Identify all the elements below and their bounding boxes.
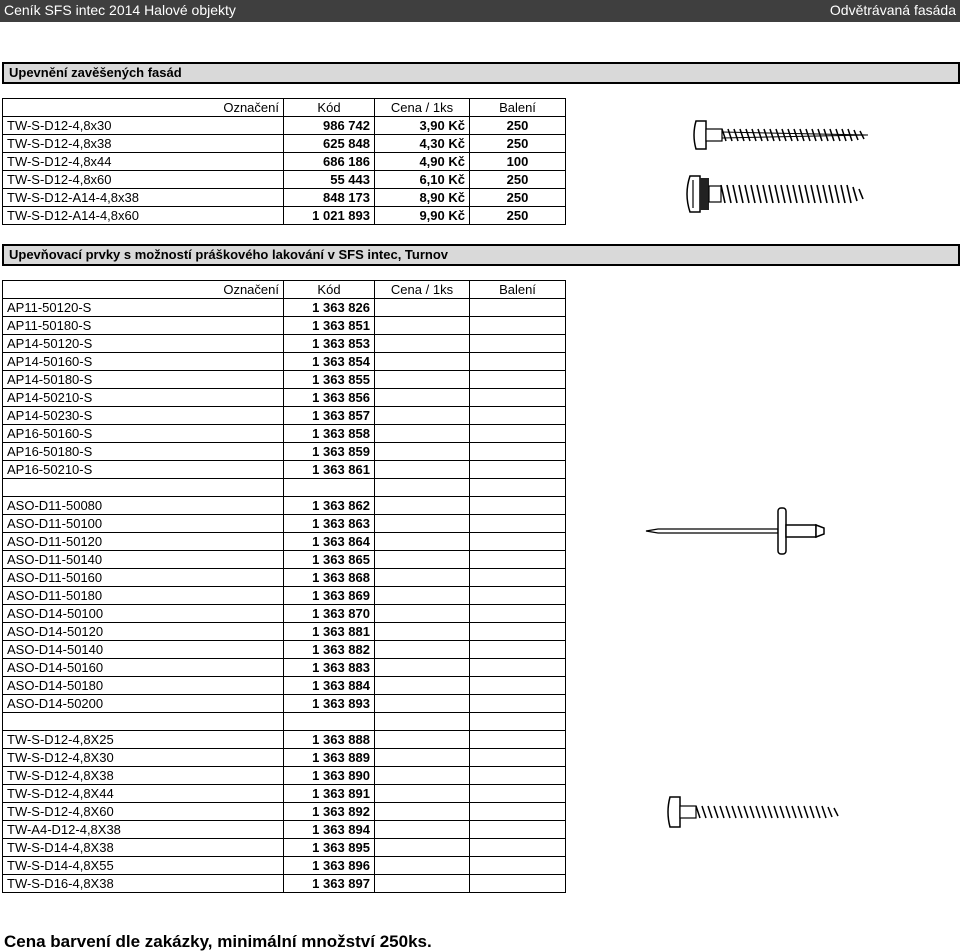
package-qty: 250	[470, 207, 566, 225]
unit-price	[375, 857, 470, 875]
package-qty: 250	[470, 135, 566, 153]
product-code: 1 363 854	[284, 353, 375, 371]
table-row	[3, 299, 566, 317]
table-row	[3, 641, 566, 659]
package-qty	[470, 839, 566, 857]
package-qty	[470, 317, 566, 335]
product-code: 1 363 883	[284, 659, 375, 677]
table-row	[3, 839, 566, 857]
section2-title-bar	[2, 244, 960, 266]
column-header: Cena / 1ks	[375, 281, 470, 299]
table-row	[3, 605, 566, 623]
product-name: TW-S-D12-4,8x38	[3, 135, 284, 153]
product-name: ASO-D14-50200	[3, 695, 284, 713]
product-name: ASO-D11-50100	[3, 515, 284, 533]
package-qty	[470, 731, 566, 749]
product-code: 1 363 888	[284, 731, 375, 749]
product-name: TW-S-D16-4,8X38	[3, 875, 284, 893]
product-code: 1 363 856	[284, 389, 375, 407]
product-code: 986 742	[284, 117, 375, 135]
column-header: Kód	[284, 99, 375, 117]
table-row	[3, 189, 566, 207]
product-code: 1 363 894	[284, 821, 375, 839]
screw-with-washer-icon	[684, 172, 880, 216]
table-row	[3, 857, 566, 875]
table-row	[3, 515, 566, 533]
package-qty	[470, 875, 566, 893]
product-name: AP16-50180-S	[3, 443, 284, 461]
section1-table	[2, 98, 566, 225]
table-row	[3, 695, 566, 713]
unit-price	[375, 821, 470, 839]
unit-price	[375, 551, 470, 569]
product-name: TW-S-D12-4,8x44	[3, 153, 284, 171]
unit-price	[375, 407, 470, 425]
package-qty: 100	[470, 153, 566, 171]
product-code: 1 363 893	[284, 695, 375, 713]
product-name: TW-S-D12-4,8X30	[3, 749, 284, 767]
package-qty	[470, 677, 566, 695]
unit-price	[375, 587, 470, 605]
column-header: Kód	[284, 281, 375, 299]
unit-price	[375, 569, 470, 587]
product-name: TW-S-D12-4,8X44	[3, 785, 284, 803]
table-row	[3, 551, 566, 569]
package-qty	[470, 371, 566, 389]
package-qty	[470, 623, 566, 641]
unit-price	[375, 803, 470, 821]
table-row	[3, 767, 566, 785]
package-qty	[470, 389, 566, 407]
product-code: 1 363 853	[284, 335, 375, 353]
package-qty: 250	[470, 171, 566, 189]
product-code: 1 363 857	[284, 407, 375, 425]
unit-price	[375, 695, 470, 713]
unit-price	[375, 731, 470, 749]
table-row	[3, 407, 566, 425]
product-name: ASO-D14-50160	[3, 659, 284, 677]
column-header: Balení	[470, 99, 566, 117]
unit-price	[375, 677, 470, 695]
product-name: ASO-D14-50120	[3, 623, 284, 641]
unit-price	[375, 461, 470, 479]
product-name: ASO-D11-50160	[3, 569, 284, 587]
product-code: 1 363 890	[284, 767, 375, 785]
product-code: 1 363 896	[284, 857, 375, 875]
footer-note: Cena barvení dle zakázky, minimální množství 250ks.	[4, 932, 432, 951]
package-qty	[470, 515, 566, 533]
product-name: ASO-D11-50080	[3, 497, 284, 515]
product-code: 55 443	[284, 171, 375, 189]
unit-price	[375, 659, 470, 677]
package-qty	[470, 587, 566, 605]
product-code: 1 363 861	[284, 461, 375, 479]
package-qty: 250	[470, 189, 566, 207]
product-code: 1 363 892	[284, 803, 375, 821]
section2-title: Upevňovací prvky s možností práškového lakování v SFS intec, Turnov	[9, 247, 449, 262]
product-code: 1 363 868	[284, 569, 375, 587]
table-row	[3, 317, 566, 335]
product-name: ASO-D11-50180	[3, 587, 284, 605]
group-spacer-row	[3, 713, 566, 731]
package-qty	[470, 497, 566, 515]
product-code: 1 363 869	[284, 587, 375, 605]
product-code: 1 363 862	[284, 497, 375, 515]
product-code: 1 363 897	[284, 875, 375, 893]
package-qty	[470, 299, 566, 317]
unit-price	[375, 497, 470, 515]
unit-price	[375, 443, 470, 461]
table-row	[3, 389, 566, 407]
unit-price	[375, 767, 470, 785]
product-name: AP14-50160-S	[3, 353, 284, 371]
product-code: 1 363 884	[284, 677, 375, 695]
product-code: 1 363 881	[284, 623, 375, 641]
table-row	[3, 461, 566, 479]
product-code: 1 363 870	[284, 605, 375, 623]
table-header-row	[3, 99, 566, 117]
package-qty	[470, 335, 566, 353]
product-name: TW-S-D12-A14-4,8x38	[3, 189, 284, 207]
unit-price	[375, 641, 470, 659]
product-name: ASO-D11-50140	[3, 551, 284, 569]
table-row	[3, 497, 566, 515]
product-name: AP14-50230-S	[3, 407, 284, 425]
package-qty	[470, 533, 566, 551]
table-row	[3, 443, 566, 461]
table-row	[3, 425, 566, 443]
unit-price: 8,90 Kč	[375, 189, 470, 207]
package-qty	[470, 605, 566, 623]
empty-cell	[284, 479, 375, 497]
package-qty	[470, 461, 566, 479]
table-row	[3, 875, 566, 893]
unit-price	[375, 839, 470, 857]
product-code: 1 363 895	[284, 839, 375, 857]
unit-price	[375, 335, 470, 353]
table-row	[3, 749, 566, 767]
product-name: AP14-50120-S	[3, 335, 284, 353]
table-row	[3, 371, 566, 389]
product-code: 1 363 889	[284, 749, 375, 767]
product-code: 686 186	[284, 153, 375, 171]
table-row	[3, 659, 566, 677]
package-qty	[470, 353, 566, 371]
table-row	[3, 153, 566, 171]
product-code: 625 848	[284, 135, 375, 153]
product-code: 1 363 882	[284, 641, 375, 659]
package-qty	[470, 695, 566, 713]
product-name: AP14-50210-S	[3, 389, 284, 407]
package-qty	[470, 785, 566, 803]
table-row	[3, 353, 566, 371]
unit-price	[375, 425, 470, 443]
screw-icon	[692, 118, 882, 152]
unit-price	[375, 785, 470, 803]
product-name: TW-S-D12-A14-4,8x60	[3, 207, 284, 225]
table-row	[3, 623, 566, 641]
unit-price	[375, 749, 470, 767]
screw-icon	[666, 794, 856, 830]
package-qty	[470, 443, 566, 461]
empty-cell	[375, 713, 470, 731]
unit-price	[375, 515, 470, 533]
product-name: TW-S-D12-4,8X25	[3, 731, 284, 749]
product-name: AP11-50180-S	[3, 317, 284, 335]
column-header: Označení	[3, 281, 284, 299]
product-code: 1 363 855	[284, 371, 375, 389]
product-name: TW-S-D12-4,8x30	[3, 117, 284, 135]
table-row	[3, 677, 566, 695]
unit-price: 9,90 Kč	[375, 207, 470, 225]
unit-price	[375, 605, 470, 623]
package-qty	[470, 767, 566, 785]
table-row	[3, 569, 566, 587]
product-name: TW-A4-D12-4,8X38	[3, 821, 284, 839]
empty-cell	[3, 713, 284, 731]
column-header: Balení	[470, 281, 566, 299]
package-qty	[470, 821, 566, 839]
unit-price: 4,90 Kč	[375, 153, 470, 171]
product-name: TW-S-D12-4,8x60	[3, 171, 284, 189]
page-header	[0, 0, 960, 22]
product-name: TW-S-D14-4,8X38	[3, 839, 284, 857]
package-qty	[470, 857, 566, 875]
unit-price	[375, 623, 470, 641]
table-row	[3, 533, 566, 551]
package-qty	[470, 659, 566, 677]
table-row	[3, 207, 566, 225]
product-code: 1 363 863	[284, 515, 375, 533]
table-row	[3, 803, 566, 821]
unit-price: 6,10 Kč	[375, 171, 470, 189]
product-name: ASO-D14-50140	[3, 641, 284, 659]
unit-price	[375, 389, 470, 407]
table-row	[3, 335, 566, 353]
empty-cell	[284, 713, 375, 731]
package-qty	[470, 803, 566, 821]
empty-cell	[3, 479, 284, 497]
column-header: Označení	[3, 99, 284, 117]
table-row	[3, 731, 566, 749]
product-code: 1 363 865	[284, 551, 375, 569]
product-name: TW-S-D14-4,8X55	[3, 857, 284, 875]
table-header-row	[3, 281, 566, 299]
column-header: Cena / 1ks	[375, 99, 470, 117]
unit-price	[375, 875, 470, 893]
section1-title: Upevnění zavěšených fasád	[9, 65, 182, 80]
unit-price	[375, 299, 470, 317]
table-row	[3, 587, 566, 605]
unit-price	[375, 353, 470, 371]
product-name: ASO-D14-50100	[3, 605, 284, 623]
empty-cell	[375, 479, 470, 497]
table-row	[3, 785, 566, 803]
package-qty: 250	[470, 117, 566, 135]
product-name: AP16-50210-S	[3, 461, 284, 479]
product-code: 1 363 851	[284, 317, 375, 335]
unit-price: 4,30 Kč	[375, 135, 470, 153]
package-qty	[470, 569, 566, 587]
product-code: 1 363 891	[284, 785, 375, 803]
unit-price: 3,90 Kč	[375, 117, 470, 135]
table-row	[3, 135, 566, 153]
product-code: 1 363 858	[284, 425, 375, 443]
rivet-icon	[644, 506, 826, 556]
product-name: AP14-50180-S	[3, 371, 284, 389]
unit-price	[375, 371, 470, 389]
product-code: 848 173	[284, 189, 375, 207]
empty-cell	[470, 479, 566, 497]
product-name: AP11-50120-S	[3, 299, 284, 317]
table-row	[3, 821, 566, 839]
package-qty	[470, 749, 566, 767]
package-qty	[470, 425, 566, 443]
product-name: AP16-50160-S	[3, 425, 284, 443]
product-name: ASO-D14-50180	[3, 677, 284, 695]
table-row	[3, 171, 566, 189]
package-qty	[470, 551, 566, 569]
header-section: Odvětrávaná fasáda	[829, 2, 956, 18]
product-code: 1 021 893	[284, 207, 375, 225]
product-name: ASO-D11-50120	[3, 533, 284, 551]
unit-price	[375, 533, 470, 551]
product-code: 1 363 864	[284, 533, 375, 551]
package-qty	[470, 641, 566, 659]
section2-table	[2, 280, 566, 893]
product-code: 1 363 859	[284, 443, 375, 461]
package-qty	[470, 407, 566, 425]
header-title: Ceník SFS intec 2014 Halové objekty	[4, 2, 236, 18]
product-name: TW-S-D12-4,8X38	[3, 767, 284, 785]
section1-title-bar	[2, 62, 960, 84]
table-row	[3, 117, 566, 135]
empty-cell	[470, 713, 566, 731]
product-name: TW-S-D12-4,8X60	[3, 803, 284, 821]
group-spacer-row	[3, 479, 566, 497]
unit-price	[375, 317, 470, 335]
product-code: 1 363 826	[284, 299, 375, 317]
